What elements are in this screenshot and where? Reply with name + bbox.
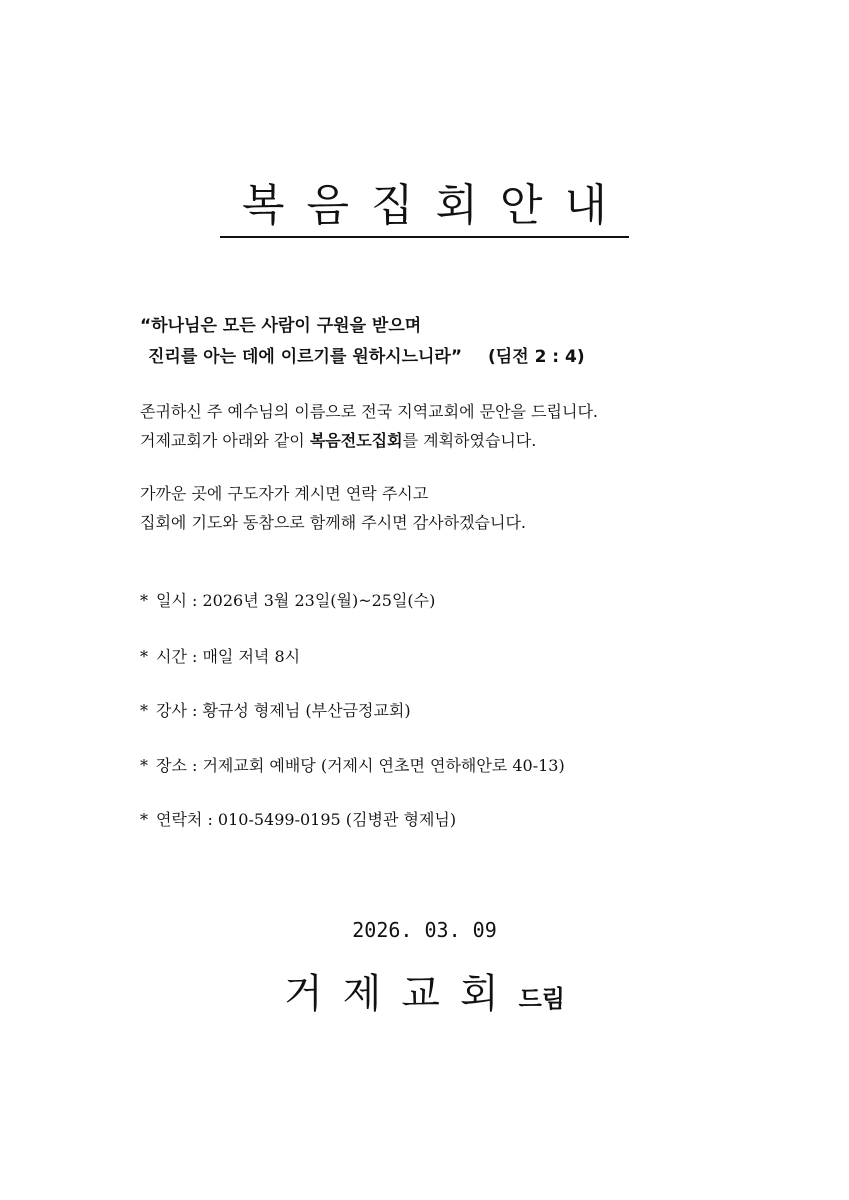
bullet-asterisk: * [140,591,148,610]
verse-reference: (딤전 2 : 4) [488,347,585,367]
invite-line-1: 가까운 곳에 구도자가 계시면 연락 주시고 [140,484,429,503]
intro-line-2 [140,426,780,455]
sender-suffix: 드림 [518,985,565,1013]
verse-line-1: “하나님은 모든 사람이 구원을 받으며 [140,316,422,336]
sender-church: 거제교회 [284,971,519,1017]
verse-line-2-container [140,342,760,373]
invite-paragraph [140,479,780,537]
intro-paragraph [140,397,780,455]
detail-date [140,589,435,613]
issue-date: 2026. 03. 09 [352,918,497,942]
detail-time [140,645,300,669]
page-title-text: 복음집회안내 [220,178,629,238]
bullet-asterisk: * [140,756,148,775]
detail-speaker [140,699,411,723]
bullet-asterisk: * [140,701,148,720]
detail-text: 시간 : 매일 저녁 8시 [156,647,301,666]
intro-line-1: 존귀하신 주 예수님의 이름으로 전국 지역교회에 문안을 드립니다. [140,402,599,421]
intro-line-2-after: 를 계획하였습니다. [402,431,537,450]
verse-line-2: 진리를 아는 데에 이르기를 원하시느니라” [148,347,463,367]
intro-line-2-before: 거제교회가 아래와 같이 [140,431,310,450]
bullet-asterisk: * [140,647,148,666]
bullet-asterisk: * [140,810,148,829]
sender-signature [0,968,849,1020]
detail-location [140,754,565,778]
invite-line-2: 집회에 기도와 동참으로 함께해 주시면 감사하겠습니다. [140,513,527,532]
detail-text: 연락처 : 010-5499-0195 (김병관 형제님) [156,810,457,829]
scripture-verse [140,311,760,373]
page-title [0,178,849,238]
detail-text: 강사 : 황규성 형제님 (부산금정교회) [156,701,411,720]
detail-text: 일시 : 2026년 3월 23일(월)~25일(수) [156,591,436,610]
detail-text: 장소 : 거제교회 예배당 (거제시 연초면 연하해안로 40-13) [156,756,565,775]
meeting-name-bold: 복음전도집회 [309,431,403,450]
detail-contact [140,808,456,832]
